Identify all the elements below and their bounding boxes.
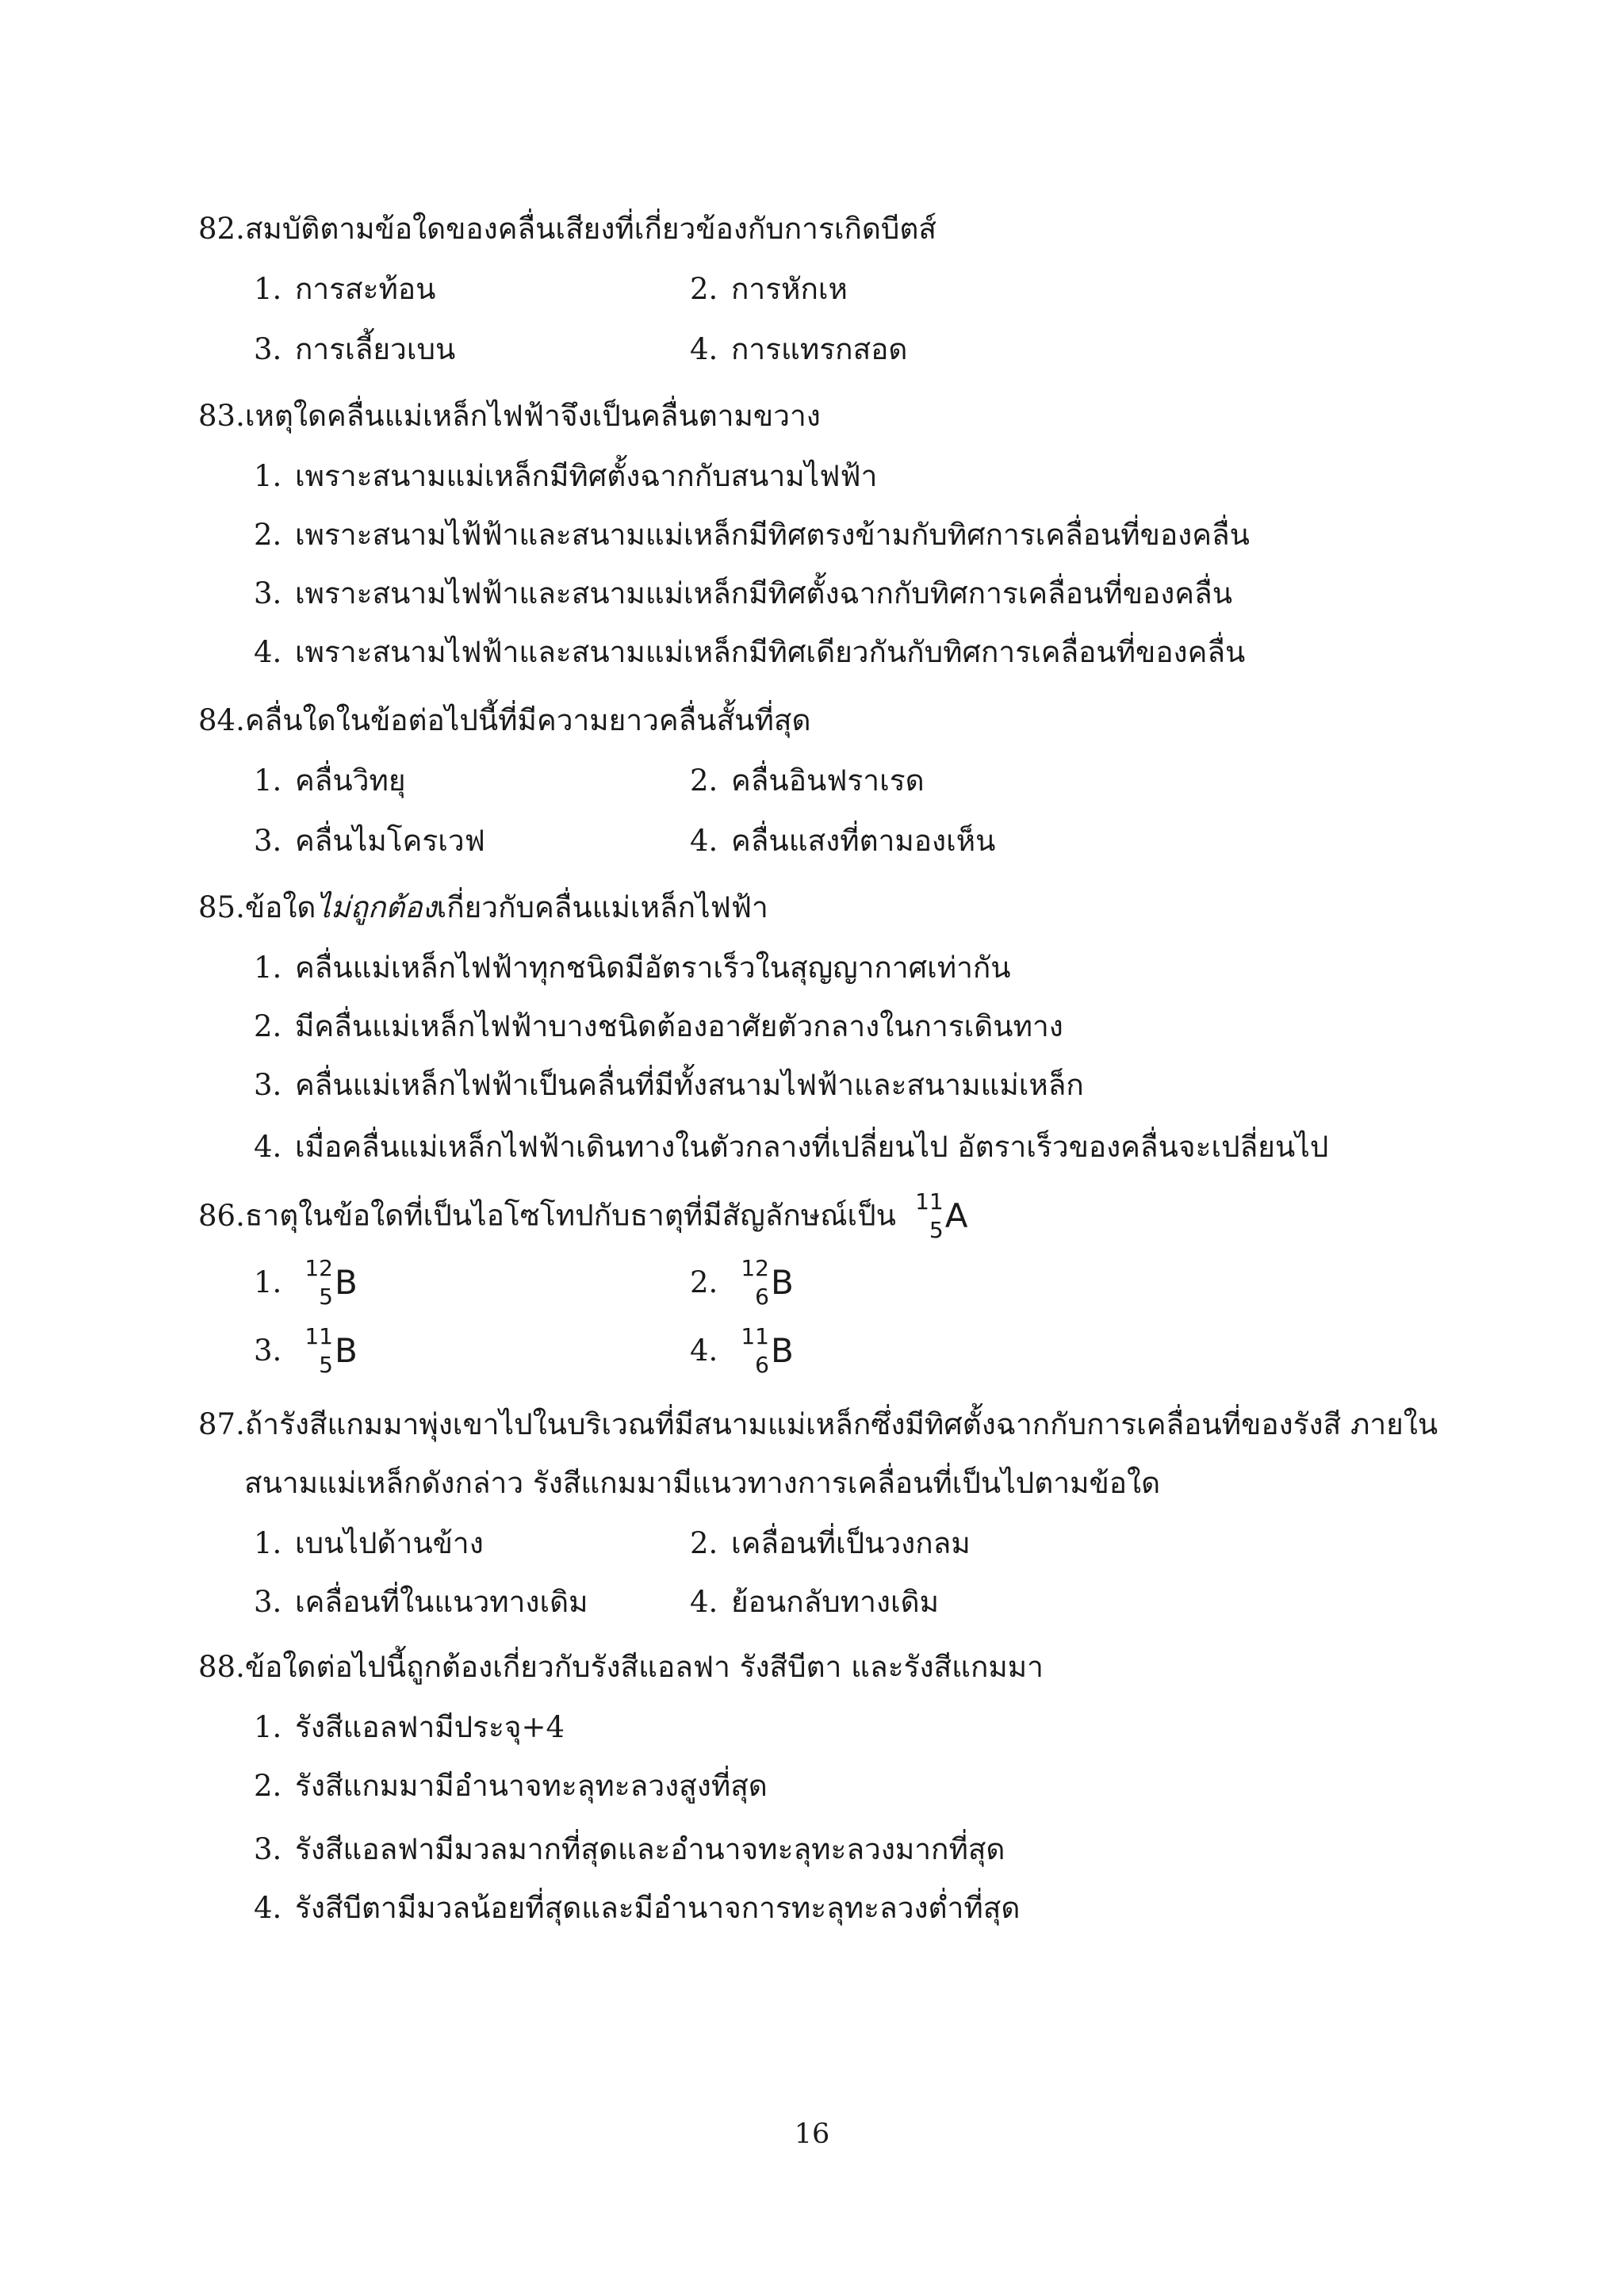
option-88-4: 4. รังสีบีตามีมวลน้อยที่สุดและมีอำนาจการทะลุทะลวงต่ำที่สุด [254,1891,1021,1925]
question-88 [198,1649,1044,1686]
question-number: 87. [198,1407,245,1441]
isotope-symbol: 11 5 B [304,1323,358,1378]
question-text: ถ้ารังสีแกมมาพุ่งเขาไปในบริเวณที่มีสนามแม่เหล็กซึ่งมีทิศตั้งฉากกับการเคลื่อนที่ของรังสี ภายใน [244,1407,1438,1441]
emphasis-text: ไม่ถูกต้อง [316,890,437,924]
option-86-4: 4. 11 6 B [690,1323,794,1378]
option-83-4: 4. เพราะสนามไฟฟ้าและสนามแม่เหล็กมีทิศเดียวกันกับทิศการเคลื่อนที่ของคลื่น [254,635,1246,669]
question-number: 85. [198,890,245,924]
option-84-2: 2. คลื่นอินฟราเรด [690,763,925,798]
question-text: ธาตุในข้อใดที่เป็นไอโซโทปกับธาตุที่มีสัญลักษณ์เป็น [244,1198,896,1233]
question-83 [198,398,821,434]
option-83-3: 3. เพราะสนามไฟฟ้าและสนามแม่เหล็กมีทิศตั้งฉากกับทิศการเคลื่อนที่ของคลื่น [254,576,1232,610]
isotope-symbol: 12 6 B [741,1255,794,1310]
option-85-2: 2. มีคลื่นแม่เหล็กไฟฟ้าบางชนิดต้องอาศัยตัวกลางในการเดินทาง [254,1009,1063,1043]
option-86-2: 2. 12 6 B [690,1255,794,1310]
question-text: เหตุใดคลื่นแม่เหล็กไฟฟ้าจึงเป็นคลื่นตามขวาง [244,399,821,433]
option-86-3: 3. 11 5 B [254,1323,358,1378]
option-87-3: 3. เคลื่อนที่ในแนวทางเดิม [254,1585,588,1619]
question-number: 82. [198,212,245,246]
question-number: 86. [198,1198,245,1233]
page-number: 16 [794,2118,830,2150]
option-87-4: 4. ย้อนกลับทางเดิม [690,1585,940,1619]
question-86 [198,1188,968,1243]
isotope-symbol: 11 6 B [741,1323,794,1378]
option-86-1: 1. 12 5 B [254,1255,358,1310]
option-88-1: 1. รังสีแอลฟามีประจุ+4 [254,1710,565,1744]
option-85-1: 1. คลื่นแม่เหล็กไฟฟ้าทุกชนิดมีอัตราเร็วในสุญญากาศเท่ากัน [254,951,1011,985]
option-87-1: 1. เบนไปด้านข้าง [254,1526,484,1560]
question-82 [198,211,936,247]
isotope-symbol-A: 11 5 A [915,1188,968,1243]
question-number: 84. [198,703,245,737]
option-82-1: 1. การสะท้อน [254,272,436,306]
question-87 [198,1406,1438,1443]
option-82-2: 2. การหักเห [690,272,848,306]
question-text: สมบัติตามข้อใดของคลื่นเสียงที่เกี่ยวข้องกับการเกิดบีตส์ [244,212,936,246]
option-84-1: 1. คลื่นวิทยุ [254,763,406,798]
option-85-4: 4. เมื่อคลื่นแม่เหล็กไฟฟ้าเดินทางในตัวกลางที่เปลี่ยนไป อัตราเร็วของคลื่นจะเปลี่ยนไป [254,1130,1329,1164]
option-88-3: 3. รังสีแอลฟามีมวลมากที่สุดและอำนาจทะลุทะลวงมากที่สุด [254,1832,1005,1866]
option-88-2: 2. รังสีแกมมามีอำนาจทะลุทะลวงสูงที่สุด [254,1769,768,1803]
option-82-3: 3. การเลี้ยวเบน [254,332,456,366]
question-text: ข้อใดต่อไปนี้ถูกต้องเกี่ยวกับรังสีแอลฟา รังสีบีตา และรังสีแกมมา [244,1650,1044,1684]
option-87-2: 2. เคลื่อนที่เป็นวงกลม [690,1526,971,1560]
question-number: 88. [198,1650,245,1684]
isotope-symbol: 12 5 B [304,1255,358,1310]
question-84 [198,702,810,739]
option-84-3: 3. คลื่นไมโครเวฟ [254,824,485,858]
question-85: 85.ข้อใดไม่ถูกต้องเกี่ยวกับคลื่นแม่เหล็กไฟฟ้า [198,890,768,924]
question-number: 83. [198,399,245,433]
question-87-line2: สนามแม่เหล็กดังกล่าว รังสีแกมมามีแนวทางการเคลื่อนที่เป็นไปตามข้อใด [244,1466,1161,1500]
option-84-4: 4. คลื่นแสงที่ตามองเห็น [690,824,996,858]
option-83-2: 2. เพราะสนามไฟ้ฟ้าและสนามแม่เหล็กมีทิศตรงข้ามกับทิศการเคลื่อนที่ของคลื่น [254,518,1250,552]
option-83-1: 1. เพราะสนามแม่เหล็กมีทิศตั้งฉากกับสนามไฟฟ้า [254,459,878,493]
question-text: คลื่นใดในข้อต่อไปนี้ที่มีความยาวคลื่นสั้นที่สุด [244,703,811,737]
option-85-3: 3. คลื่นแม่เหล็กไฟฟ้าเป็นคลื่นที่มีทั้งสนามไฟฟ้าและสนามแม่เหล็ก [254,1068,1084,1102]
option-82-4: 4. การแทรกสอด [690,332,908,366]
